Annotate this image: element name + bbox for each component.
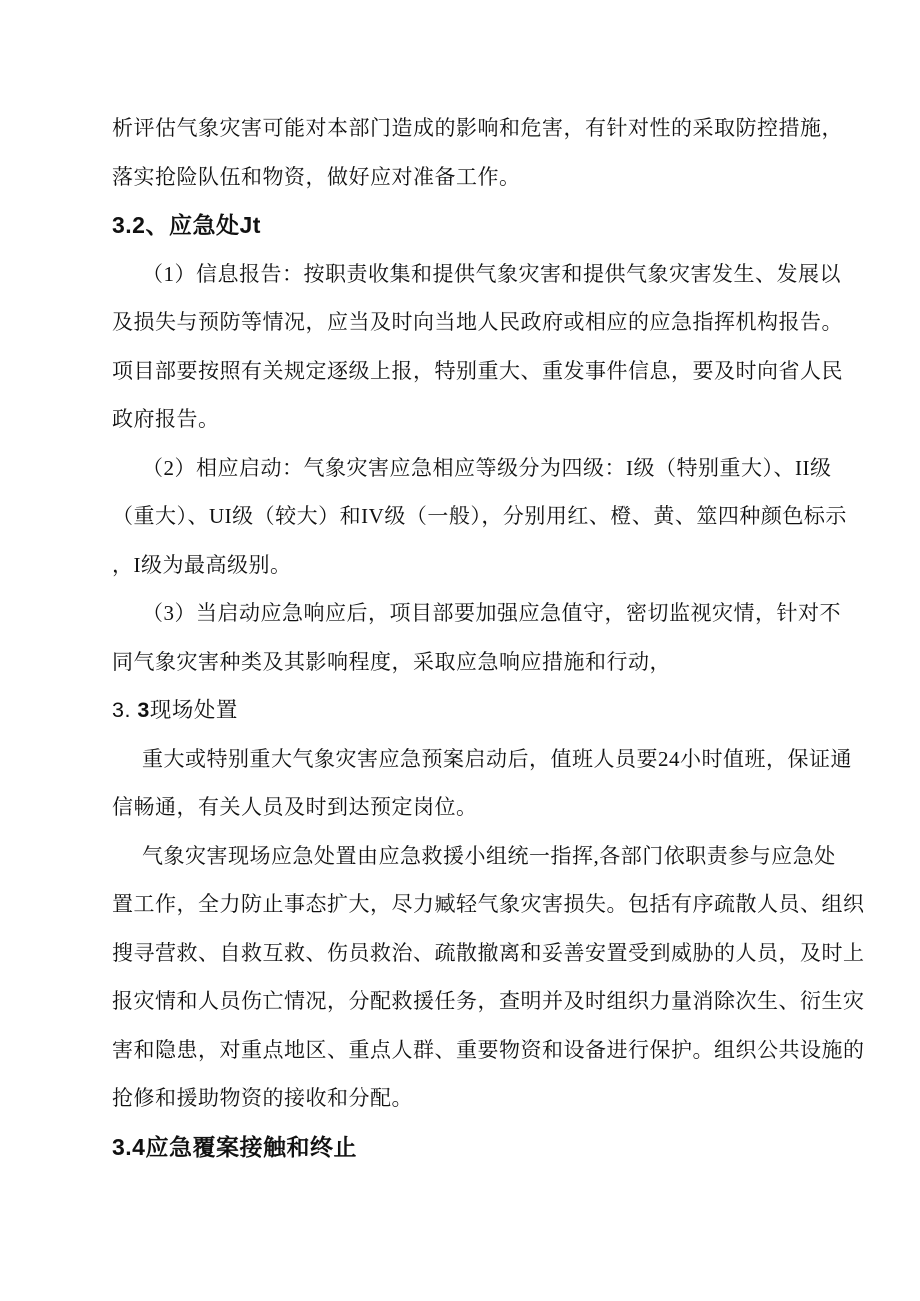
section-heading — [112, 686, 816, 735]
text-line — [112, 444, 832, 493]
text-line — [112, 638, 816, 687]
text-segment: 应急覆案接触和终止 — [145, 1134, 357, 1160]
text-segment: 置工作，全力防止事态扩大，尽力臧轻气象灾害损失。包括有序疏散人员、组织 — [112, 892, 865, 916]
text-line — [112, 1026, 865, 1075]
text-segment: 3. — [112, 698, 138, 722]
text-segment: 搜寻营救、自救互救、伤员救治、疏散撤离和妥善安置受到威胁的人员，及时上 — [112, 940, 865, 965]
text-line — [112, 735, 852, 784]
text-line — [112, 880, 865, 929]
text-line — [112, 250, 841, 299]
text-line — [112, 589, 841, 638]
text-segment: 落实抢险队伍和物资，做好应对准备工作。 — [112, 164, 521, 189]
text-segment: 及损失与预防等情况，应当及时向当地人民政府或相应的应急指挥机构报告。 — [112, 310, 843, 334]
text-segment: 害和隐患，对重点地区、重点人群、重要物资和设备进行保护。组织公共设施的 — [112, 1037, 865, 1062]
text-segment: 3.4 — [112, 1133, 146, 1160]
text-segment: 3.2 — [112, 212, 146, 238]
text-segment: 气象灾害现场应急处置由应急救援小组统一指挥,各部门依职责参与应急处 — [142, 843, 836, 868]
text-segment: 重大或特别重大气象灾害应急预案启动后，值班人员要24小时值班，保证通 — [142, 746, 852, 771]
section-heading — [112, 1123, 816, 1172]
text-segment: （3）当启动应急响应后，项目部要加强应急值守，密切监视灾情，针对不 — [142, 601, 841, 625]
text-segment: 政府报告。 — [112, 407, 220, 431]
text-segment: 析评估气象灾害可能对本部门造成的影响和危害，有针对性的采取防控措施， — [112, 116, 843, 140]
text-line — [112, 153, 816, 202]
text-segment: （重大）、UI级（较大）和IV级（一般），分别用红、橙、黄、筮四种颜色标示 — [112, 504, 847, 528]
text-line — [112, 104, 843, 153]
text-line — [112, 541, 816, 590]
text-segment: 3 — [137, 698, 150, 722]
text-line — [112, 977, 865, 1026]
text-line — [112, 783, 816, 832]
text-line — [112, 832, 836, 881]
text-line — [112, 929, 865, 978]
text-line — [112, 347, 843, 396]
text-segment: ，I级为最高级别。 — [112, 552, 292, 577]
document-content — [112, 104, 865, 1171]
text-segment: （1）信息报告：按职责收集和提供气象灾害和提供气象灾害发生、发展以 — [142, 261, 841, 286]
section-heading — [112, 201, 816, 250]
text-segment: 同气象灾害种类及其影响程度，采取应急响应措施和行动， — [112, 649, 671, 674]
text-line — [112, 298, 843, 347]
text-segment: 现场处置 — [149, 698, 238, 722]
text-segment: （2）相应启动：气象灾害应急相应等级分为四级：I级（特别重大）、II级 — [142, 455, 832, 480]
text-segment: 信畅通，有关人员及时到达预定岗位。 — [112, 795, 478, 819]
text-segment: Jt — [239, 212, 261, 238]
text-line — [112, 492, 847, 541]
text-line — [112, 395, 816, 444]
text-line — [112, 1074, 816, 1123]
text-segment: 抢修和援助物资的接收和分配。 — [112, 1086, 413, 1110]
text-segment: 、应急处 — [145, 213, 240, 238]
text-segment: 项目部要按照有关规定逐级上报，特别重大、重发事件信息，要及时向省人民 — [112, 358, 843, 383]
text-segment: 报灾情和人员伤亡情况，分配救援任务，查明并及时组织力量消除次生、衍生灾 — [112, 989, 865, 1013]
